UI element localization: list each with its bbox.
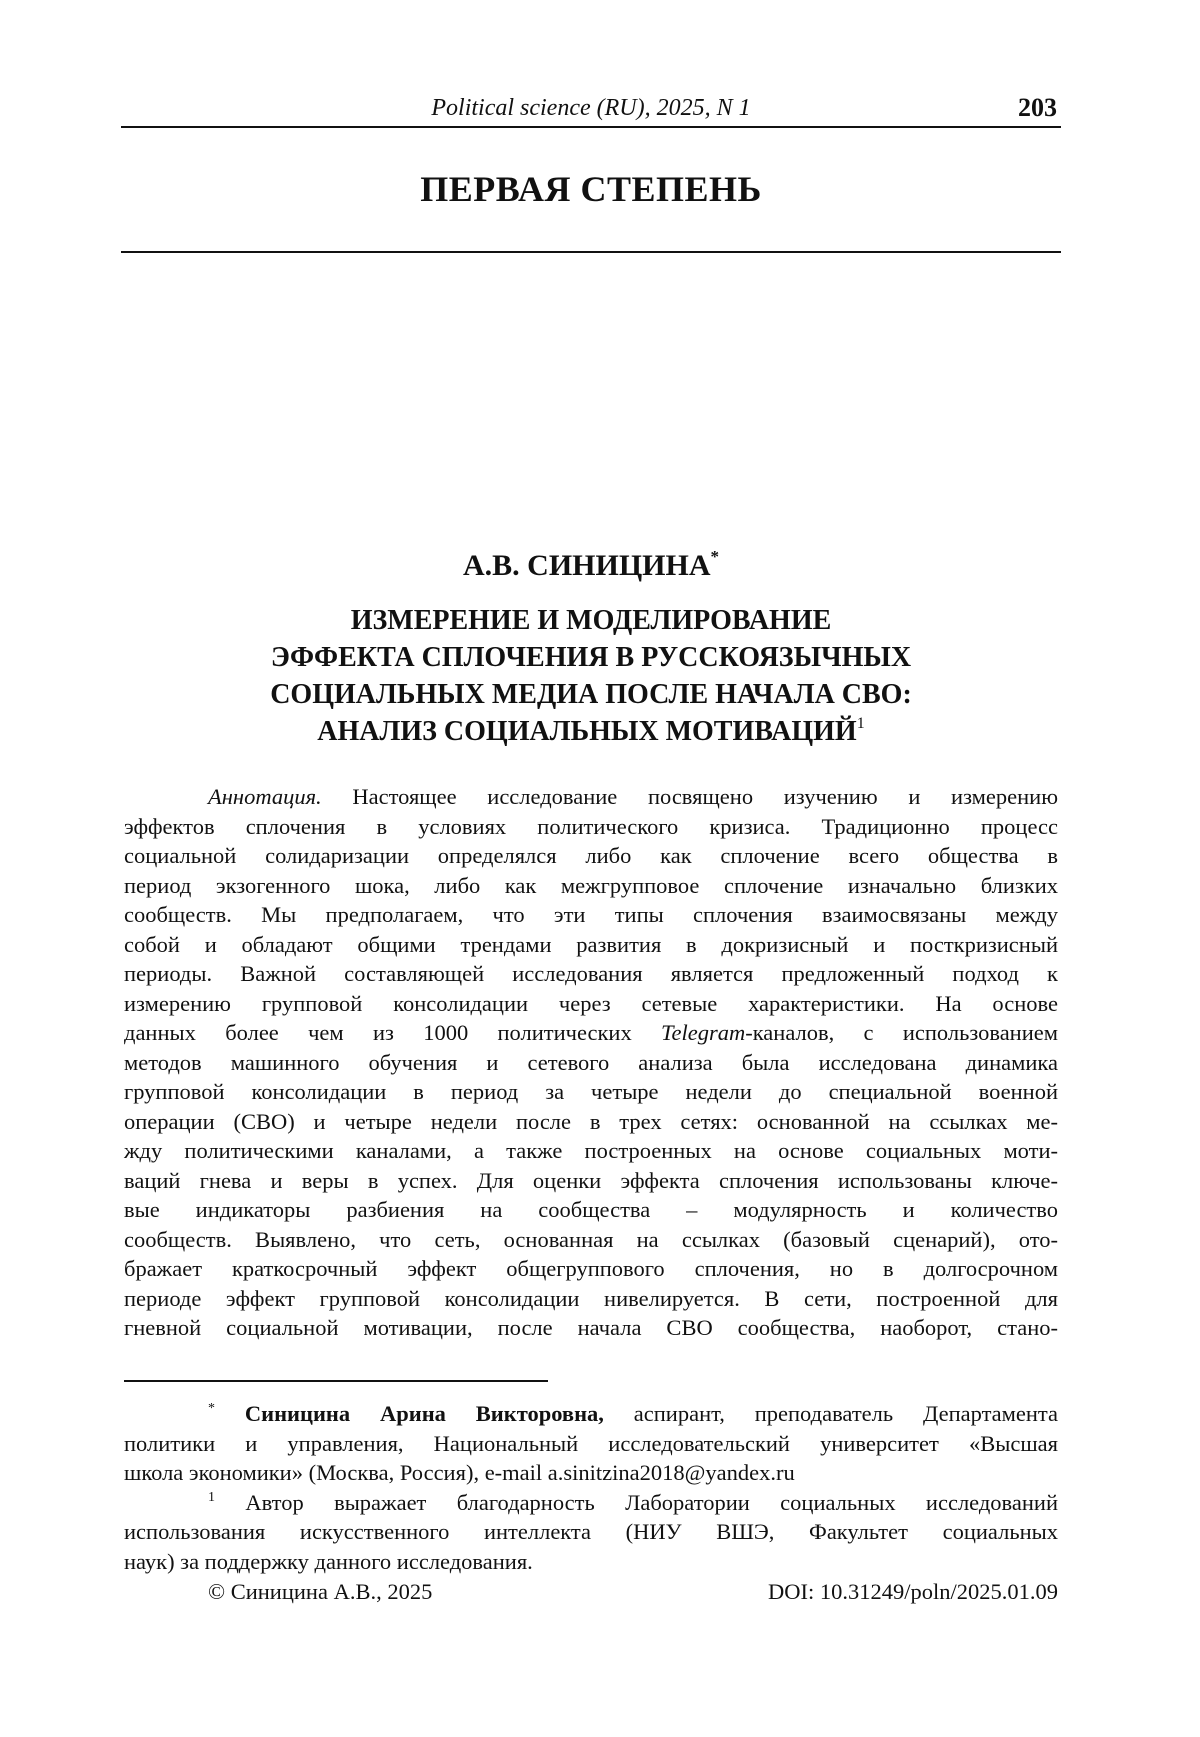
footnote-line-email: школа экономики» (Москва, Россия), e-mail a.sinitzina2018@yandex.ru <box>124 1458 1058 1488</box>
abstract-line: бражает краткосрочный эффект общегруппового сплочения, но в долгосрочном <box>124 1254 1058 1284</box>
abstract-text: -каналов, с использованием <box>745 1020 1058 1045</box>
abstract-line: социальной солидаризации определялся либо как сплочение всего общества в <box>124 841 1058 871</box>
doi: DOI: 10.31249/poln/2025.01.09 <box>768 1577 1058 1607</box>
abstract-line: методов машинного обучения и сетевого анализа была исследована динамика <box>124 1048 1058 1078</box>
telegram-term: Telegram <box>661 1020 745 1045</box>
footnote-author-line <box>124 1399 1058 1429</box>
abstract-line: сообществ. Мы предполагаем, что эти типы сплочения взаимосвязаны между <box>124 900 1058 930</box>
abstract-line: гневной социальной мотивации, после начала СВО сообщества, наоборот, стано- <box>124 1313 1058 1343</box>
title-footnote-mark[interactable]: 1 <box>857 715 865 732</box>
footnote-author-mark: * <box>208 1401 215 1416</box>
footnote-separator <box>124 1380 548 1382</box>
abstract-line: периоде эффект групповой консолидации нивелируется. В сети, построенной для <box>124 1284 1058 1314</box>
footnotes <box>124 1399 1058 1576</box>
footnote-ack-mark: 1 <box>208 1490 215 1505</box>
page <box>0 0 1200 1737</box>
page-number: 203 <box>1018 92 1057 124</box>
abstract-line: жду политическими каналами, а также построенных на основе социальных моти- <box>124 1136 1058 1166</box>
journal-name: Political science (RU), 2025, N 1 <box>121 92 1061 124</box>
running-header <box>121 92 1061 128</box>
section-rule <box>121 251 1061 253</box>
abstract-line: сообществ. Выявлено, что сеть, основанная на ссылках (базовый сценарий), ото- <box>124 1225 1058 1255</box>
abstract-line: периоды. Важной составляющей исследования является предложенный подход к <box>124 959 1058 989</box>
abstract <box>124 782 1058 1343</box>
abstract-label: Аннотация. <box>208 784 322 809</box>
title-line <box>121 713 1061 750</box>
title-line: ИЗМЕРЕНИЕ И МОДЕЛИРОВАНИЕ <box>121 602 1061 639</box>
footnote-line: наук) за поддержку данного исследования. <box>124 1547 1058 1577</box>
abstract-text: данных более чем из 1000 политических <box>124 1020 632 1045</box>
copyright: © Синицина А.В., 2025 <box>208 1577 432 1607</box>
author-name <box>121 546 1061 586</box>
author-text: А.В. СИНИЦИНА <box>463 549 711 582</box>
footer <box>124 1577 1058 1607</box>
title-line: ЭФФЕКТА СПЛОЧЕНИЯ В РУССКОЯЗЫЧНЫХ <box>121 639 1061 676</box>
footnote-text: Автор выражает благодарность Лаборатории социальных исследований <box>245 1490 1058 1515</box>
footnote-text: аспирант, преподаватель Департамента <box>634 1401 1058 1426</box>
abstract-line: эффектов сплочения в условиях политического кризиса. Традиционно процесс <box>124 812 1058 842</box>
header-rule <box>121 126 1061 128</box>
author-footnote-mark[interactable]: * <box>711 547 720 566</box>
footnote-line: использования искусственного интеллекта (НИУ ВШЭ, Факультет социальных <box>124 1517 1058 1547</box>
article-title <box>121 602 1061 750</box>
footnote-line: политики и управления, Национальный исследовательский университет «Высшая <box>124 1429 1058 1459</box>
abstract-text: Настоящее исследование посвящено изучению и измерению <box>352 784 1058 809</box>
title-line-text: АНАЛИЗ СОЦИАЛЬНЫХ МОТИВАЦИЙ <box>317 716 856 747</box>
footnote-ack-line <box>124 1488 1058 1518</box>
footnote-author-name: Синицина Арина Викторовна, <box>245 1401 604 1426</box>
abstract-line: период экзогенного шока, либо как межгрупповое сплочение изначально близких <box>124 871 1058 901</box>
abstract-line: измерению групповой консолидации через сетевые характеристики. На основе <box>124 989 1058 1019</box>
abstract-line: ваций гнева и веры в успех. Для оценки эффекта сплочения использованы ключе- <box>124 1166 1058 1196</box>
title-line: СОЦИАЛЬНЫХ МЕДИА ПОСЛЕ НАЧАЛА СВО: <box>121 676 1061 713</box>
abstract-line <box>124 1018 1058 1048</box>
abstract-line <box>124 782 1058 812</box>
abstract-line: вые индикаторы разбиения на сообщества – модулярность и количество <box>124 1195 1058 1225</box>
abstract-line: собой и обладают общими трендами развития в докризисный и посткризисный <box>124 930 1058 960</box>
abstract-line: групповой консолидации в период за четыре недели до специальной военной <box>124 1077 1058 1107</box>
abstract-line: операции (СВО) и четыре недели после в трех сетях: основанной на ссылках ме- <box>124 1107 1058 1137</box>
section-title: ПЕРВАЯ СТЕПЕНЬ <box>121 167 1061 211</box>
